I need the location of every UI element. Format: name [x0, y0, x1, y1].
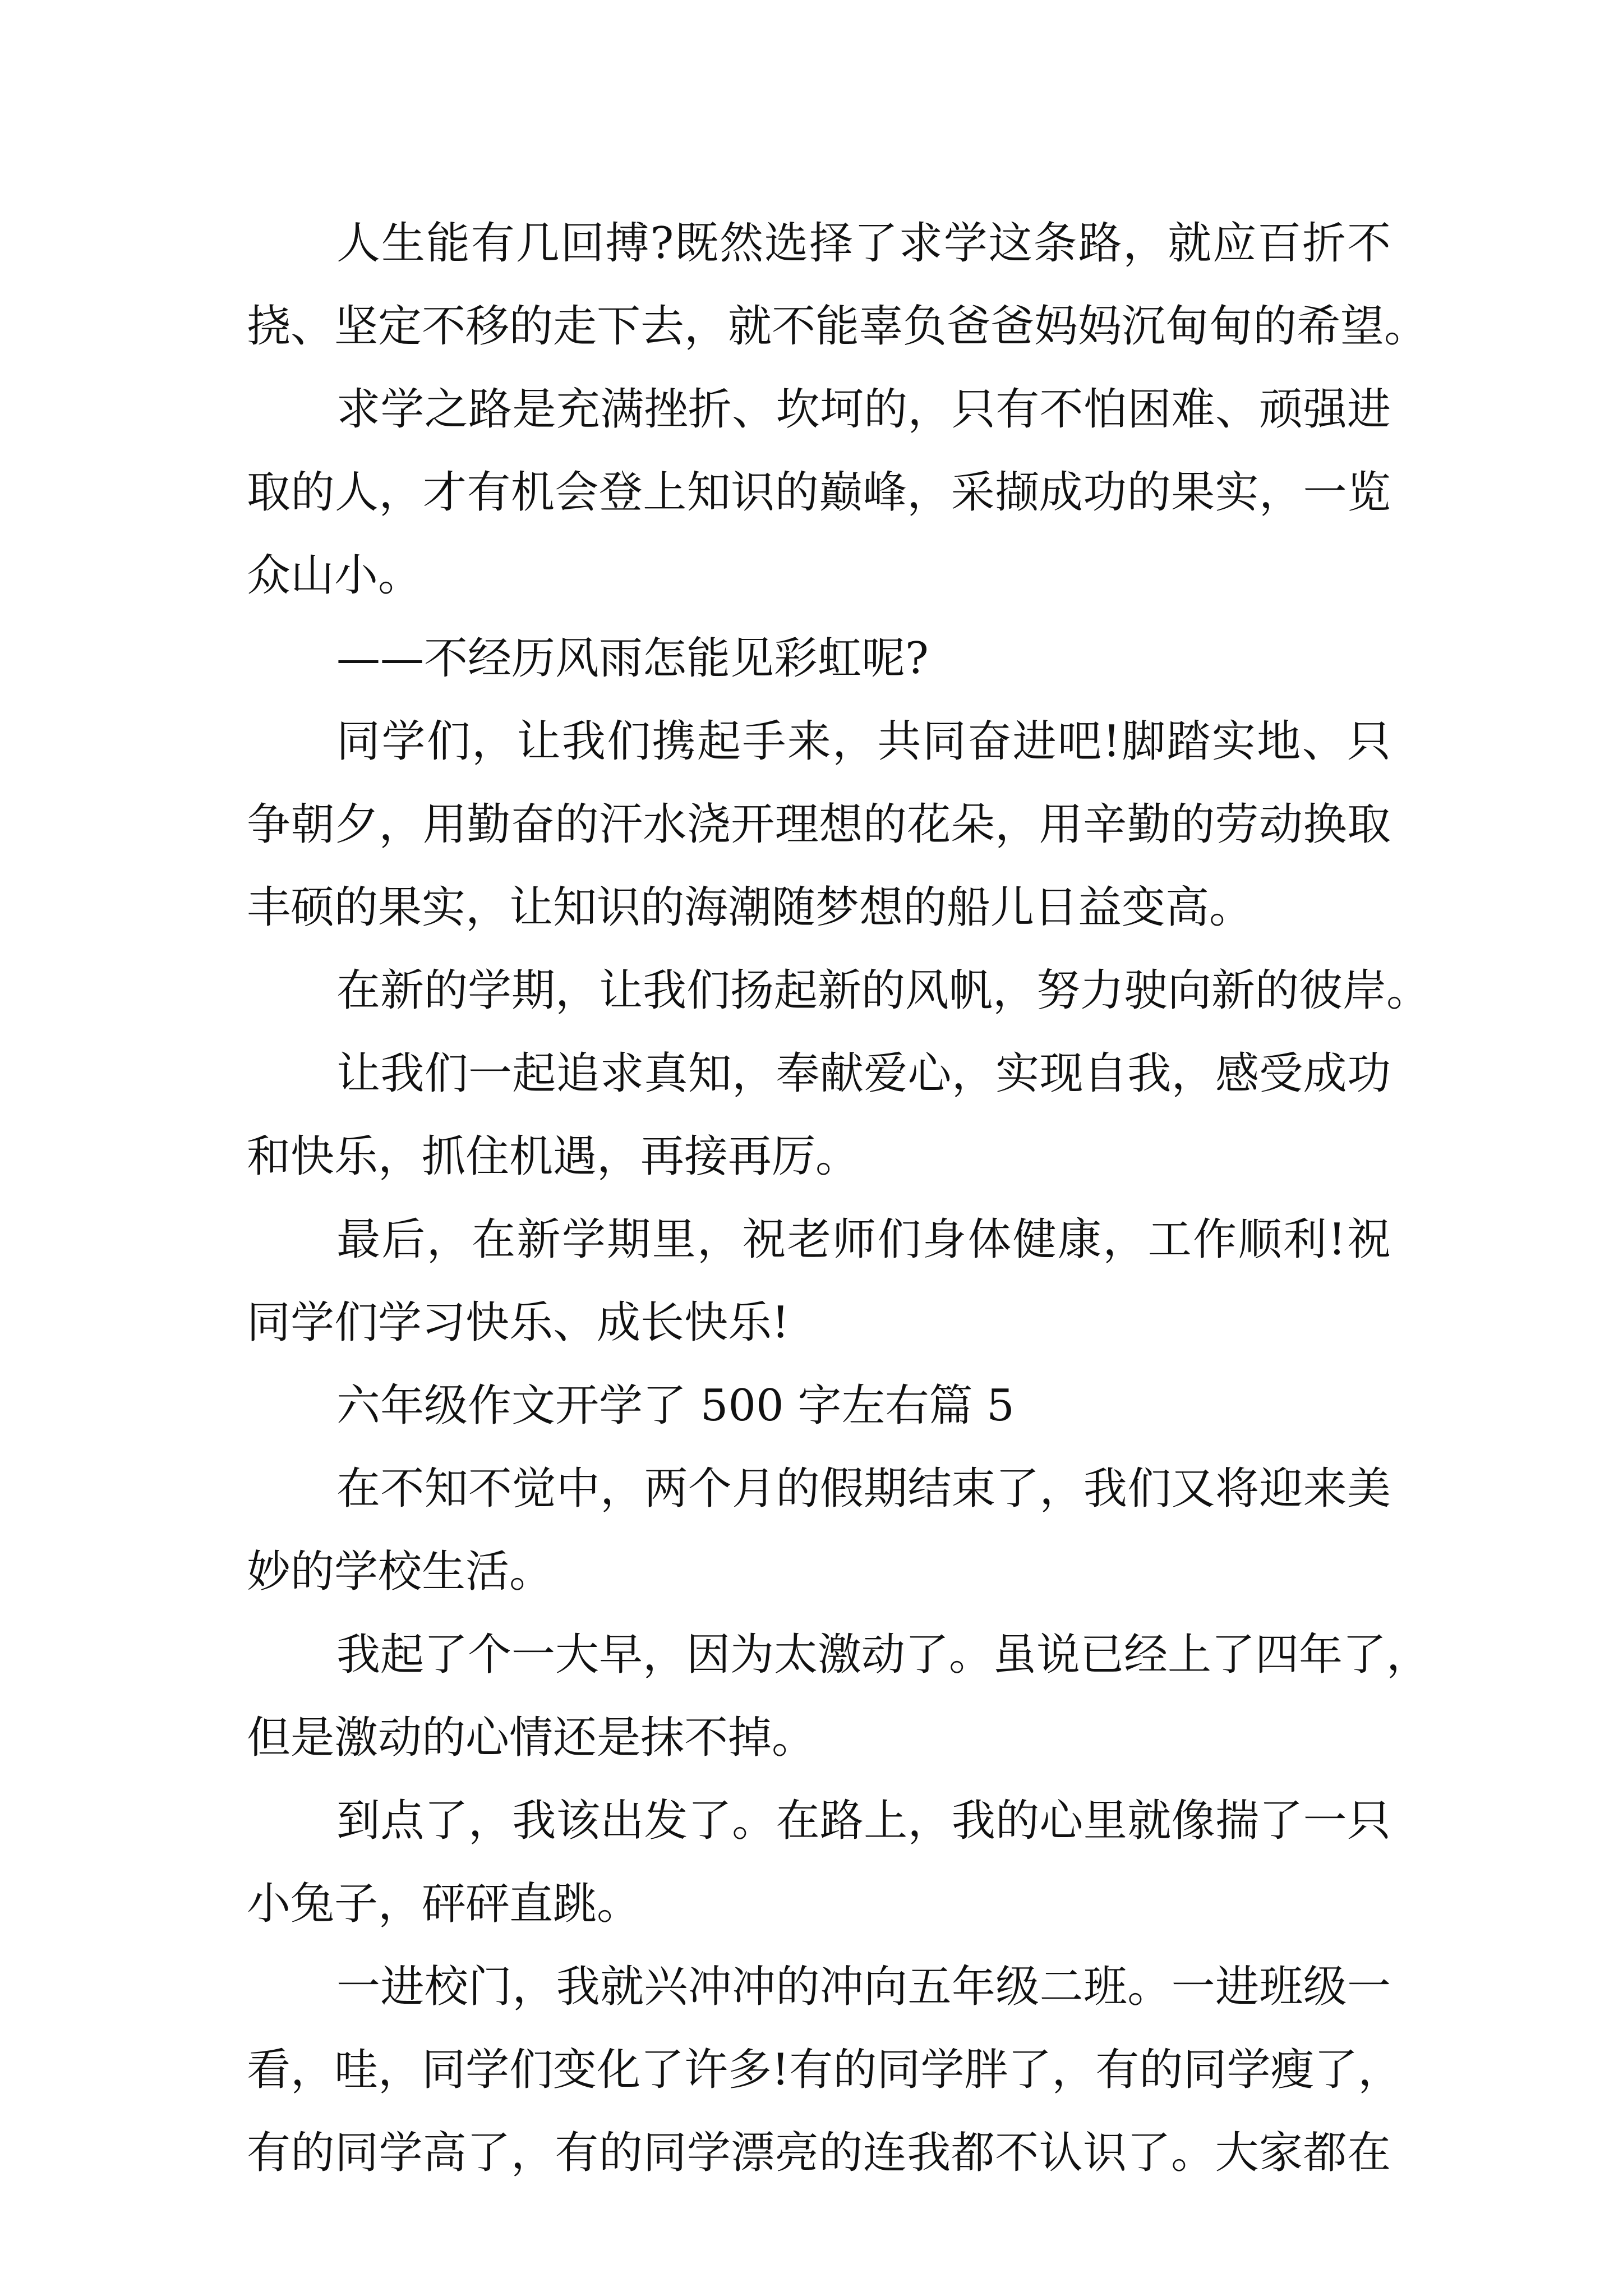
- text-line: 我起了个一大早，因为太激动了。虽说已经上了四年了，: [336, 1630, 1431, 1680]
- text-line: 挠、坚定不移的走下去，就不能辜负爸爸妈妈沉甸甸的希望。: [247, 301, 1428, 352]
- text-line: 让我们一起追求真知，奉献爱心，实现自我，感受成功: [336, 1048, 1391, 1099]
- text-line: 到点了，我该出发了。在路上，我的心里就像揣了一只: [336, 1796, 1391, 1846]
- text-line: 争朝夕，用勤奋的汗水浇开理想的花朵，用辛勤的劳动换取: [247, 799, 1391, 850]
- text-line: 最后，在新学期里，祝老师们身体健康，工作顺利!祝: [336, 1214, 1391, 1265]
- paragraph: [247, 1613, 1431, 1779]
- text-line: 人生能有几回搏?既然选择了求学这条路，就应百折不: [336, 218, 1391, 269]
- text-line: 小兔子，砰砰直跳。: [247, 1879, 641, 1929]
- paragraph: [247, 700, 1391, 949]
- section-heading: [247, 1364, 1391, 1447]
- text-line: 妙的学校生活。: [247, 1547, 554, 1597]
- text-line: 在新的学期，让我们扬起新的风帆，努力驶向新的彼岸。: [336, 965, 1431, 1016]
- document-body: [247, 202, 1431, 2194]
- text-line: 和快乐，抓住机遇，再接再厉。: [247, 1131, 860, 1182]
- text-line: 在不知不觉中，两个月的假期结束了，我们又将迎来美: [336, 1464, 1391, 1514]
- text-line: 同学们，让我们携起手来，共同奋进吧!脚踏实地、只: [336, 716, 1391, 767]
- paragraph: [247, 1198, 1391, 1364]
- paragraph: [247, 1447, 1391, 1613]
- text-line: 看，哇，同学们变化了许多!有的同学胖了，有的同学瘦了，: [247, 2045, 1402, 2095]
- text-line: 有的同学高了，有的同学漂亮的连我都不认识了。大家都在: [247, 2128, 1391, 2178]
- paragraph: [247, 202, 1428, 368]
- text-line: 但是激动的心情还是抹不掉。: [247, 1713, 816, 1763]
- paragraph: [247, 1945, 1402, 2194]
- heading-text: 六年级作文开学了 500 字左右篇 5: [336, 1381, 1015, 1431]
- text-line: 取的人，才有机会登上知识的巅峰，采撷成功的果实，一览: [247, 467, 1391, 518]
- paragraph: [247, 1779, 1391, 1945]
- text-line: 众山小。: [247, 550, 422, 601]
- text-line: 同学们学习快乐、成长快乐!: [247, 1297, 790, 1348]
- text-line: 求学之路是充满挫折、坎坷的，只有不怕困难、顽强进: [336, 384, 1391, 435]
- text-line: 丰硕的果实，让知识的海潮随梦想的船儿日益变高。: [247, 882, 1253, 933]
- paragraph: [247, 1032, 1391, 1198]
- text-line: 一进校门，我就兴冲冲的冲向五年级二班。一进班级一: [336, 1962, 1391, 2012]
- paragraph: [247, 617, 1391, 700]
- text-line: ——不经历风雨怎能见彩虹呢?: [336, 633, 929, 684]
- paragraph: [247, 368, 1391, 617]
- paragraph: [247, 949, 1431, 1032]
